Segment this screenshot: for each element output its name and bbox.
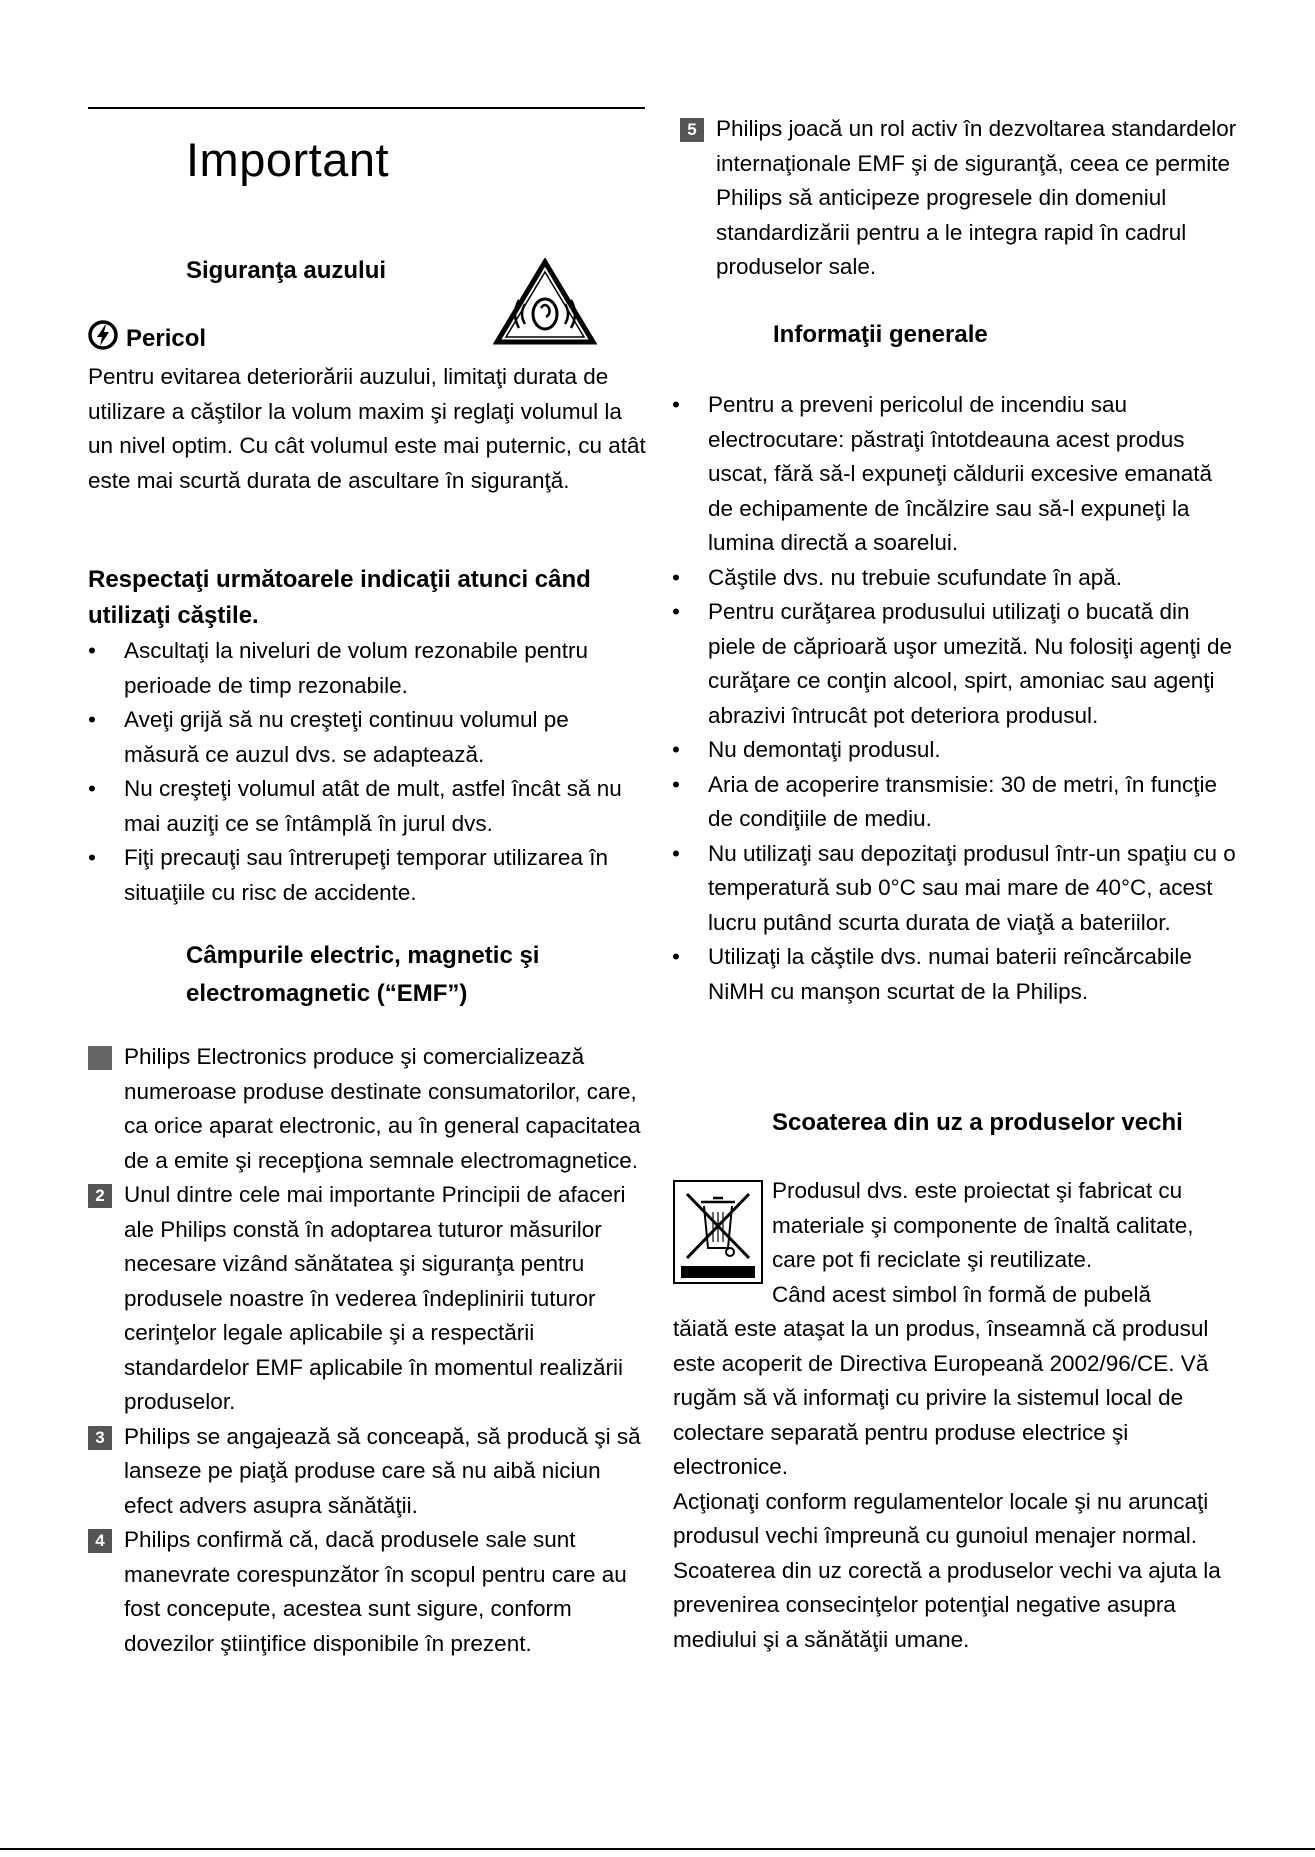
list-item xyxy=(88,1178,648,1420)
bottom-rule xyxy=(0,1848,1315,1850)
emf-list xyxy=(88,1040,648,1661)
disposal-lines-beside-icon xyxy=(772,1174,1242,1312)
list-item-text: Philips Electronics produce şi comercializează numeroase produse destinate consumatorilor, care, ca orice aparat electronic, au în general capacitatea de a emite şi recepţiona semnale electromagnetice. xyxy=(124,1044,641,1173)
list-item-text: Philips se angajează să conceapă, să producă şi să lanseze pe piaţă produse care să nu aibă niciun efect advers asupra sănătăţii. xyxy=(124,1423,641,1518)
disposal-body xyxy=(673,1312,1233,1657)
list-item: • Nu demontaţi produsul. xyxy=(672,733,1242,768)
top-rule xyxy=(88,107,645,109)
list-item-text: Philips joacă un rol activ în dezvoltarea standardelor internaţionale EMF şi de siguranţă, ceea ce permite Philips să anticipeze progresele din domeniul standardizării pentru a le integra rapid în cadrul produselor sale. xyxy=(716,116,1237,279)
list-item xyxy=(680,112,1240,285)
list-item: • Ascultaţi la niveluri de volum rezonabile pentru perioade de timp rezonabile. xyxy=(88,634,648,703)
disposal-line: care pot fi reciclate şi reutilizate. xyxy=(772,1247,1093,1272)
respect-heading: Respectaţi următoarele indicaţii atunci când utilizaţi căştile. xyxy=(88,566,591,629)
emf-heading-line2: electromagnetic (“EMF”) xyxy=(186,980,468,1007)
list-item: • Fiţi precauţi sau întrerupeţi temporar utilizarea în situaţiile cu risc de accidente. xyxy=(88,841,648,910)
list-item-text: Unul dintre cele mai importante Principii de afaceri ale Philips constă în adoptarea tuturor măsurilor necesare vizând sănătatea şi siguranţa pentru produsele noastre în vederea îndeplinirii tuturor cerinţelor legale aplicabile şi a respectării standardelor EMF aplicabile în momentul realizării produselor. xyxy=(124,1182,626,1414)
list-item: • Nu creşteţi volumul atât de mult, astfel încât să nu mai auziţi ce se întâmplă în jurul dvs. xyxy=(88,772,648,841)
disposal-line: Produsul dvs. este proiectat şi fabricat cu xyxy=(772,1178,1183,1203)
list-item: • Pentru a preveni pericolul de incendiu sau electrocutare: păstraţi întotdeauna acest produs uscat, fără să-l expuneţi căldurii excesive emanată de echipamente de încălzire sau să-l expuneţi la lumina directă a soarelui. xyxy=(672,388,1242,561)
danger-title xyxy=(88,320,648,356)
disposal-text-final: Acţionaţi conform regulamentelor locale şi nu aruncaţi produsul vechi împreună cu gunoiul menajer normal. Scoaterea din uz corectă a produselor vechi va ajuta la prevenirea consecinţelor potenţial negative asupra mediului şi a sănătăţii umane. xyxy=(673,1488,1221,1652)
emf-list-continued xyxy=(680,112,1240,285)
page-title: Important xyxy=(186,133,390,186)
emf-heading-block xyxy=(186,937,646,1013)
general-heading-wrap xyxy=(773,318,988,352)
danger-block xyxy=(88,320,648,498)
list-item-text: Philips confirmă că, dacă produsele sale sunt manevrate corespunzător în scopul pentru care au fost concepute, acestea sunt sigure, conform dovezilor ştiinţifice disponibile în prezent. xyxy=(124,1527,627,1656)
hearing-safety-heading: Siguranţa auzului xyxy=(186,257,387,284)
number-box: 2 xyxy=(88,1184,112,1208)
number-box: 4 xyxy=(88,1529,112,1553)
danger-text: Pentru evitarea deteriorării auzului, limitaţi durata de utilizare a căştilor la volum maxim şi reglaţi volumul la un nivel optim. Cu cât volumul este mai puternic, cu atât este mai scurtă durata de ascultare în siguranţă. xyxy=(88,364,646,493)
danger-icon xyxy=(88,320,118,350)
list-item: • Căştile dvs. nu trebuie scufundate în apă. xyxy=(672,561,1242,596)
hearing-heading-wrap xyxy=(186,254,386,288)
crossed-bin-icon xyxy=(673,1180,763,1284)
list-item: • Aria de acoperire transmisie: 30 de metri, în funcţie de condiţiile de mediu. xyxy=(672,768,1242,837)
list-item xyxy=(88,1523,648,1661)
disposal-text: tăiată este ataşat la un produs, înseamnă că produsul este acoperit de Directiva Europeană 2002/96/CE. Vă rugăm să vă informaţi cu privire la sistemul local de colectare separată pentru produse electrice şi electronice. xyxy=(673,1316,1209,1479)
disposal-line: Când acest simbol în formă de pubelă xyxy=(772,1281,1151,1307)
list-item: • Aveţi grijă să nu creşteţi continuu volumul pe măsură ce auzul dvs. se adaptează. xyxy=(88,703,648,772)
respect-block xyxy=(88,562,648,910)
list-item: • Pentru curăţarea produsului utilizaţi o bucată din piele de căprioară uşor umezită. Nu folosiţi agenţi de curăţare ce conţin alcool, spirt, amoniac sau agenţi abrazivi întrucât pot deteriora produsul. xyxy=(672,595,1242,733)
general-list xyxy=(672,388,1242,1009)
disposal-heading: Scoaterea din uz a produselor vechi xyxy=(772,1109,1183,1136)
disposal-line: materiale şi componente de înaltă calitate, xyxy=(772,1212,1194,1238)
number-box xyxy=(88,1046,112,1070)
general-info-heading: Informaţii generale xyxy=(773,321,988,348)
list-item xyxy=(88,1040,648,1178)
list-item xyxy=(88,1420,648,1524)
number-box: 5 xyxy=(680,118,704,142)
disposal-heading-wrap xyxy=(772,1106,1183,1140)
list-item: • Nu utilizaţi sau depozitaţi produsul într-un spaţiu cu o temperatură sub 0°C sau mai mare de 40°C, acest lucru putând scurta durata de viaţă a bateriilor. xyxy=(672,837,1242,941)
list-item: • Utilizaţi la căştile dvs. numai baterii reîncărcabile NiMH cu manşon scurtat de la Philips. xyxy=(672,940,1242,1009)
number-box: 3 xyxy=(88,1426,112,1450)
danger-label: Pericol xyxy=(126,325,207,352)
respect-list xyxy=(88,634,648,910)
emf-heading-line1: Câmpurile electric, magnetic şi xyxy=(186,942,540,969)
